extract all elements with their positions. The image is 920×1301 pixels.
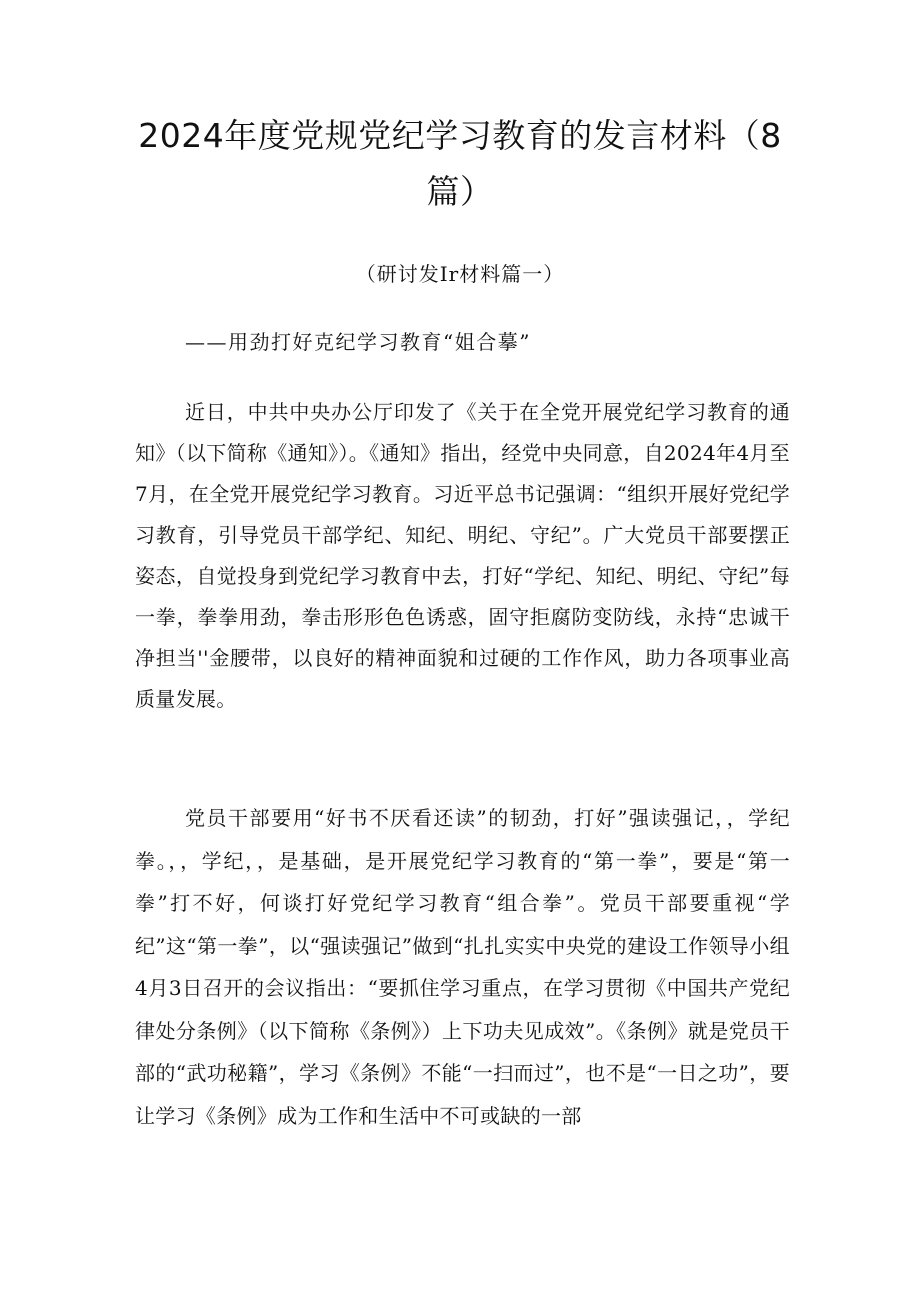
document-tagline: ——用劲打好克纪学习教育“姐合摹” — [185, 330, 531, 354]
document-subtitle: （研讨发Ir材料篇一） — [355, 262, 565, 286]
body-paragraph-2: 党员干部要用“好书不厌看还读”的韧劲，打好”强读强记，，学纪拳。，，学纪，，是基础，是开展党纪学习教育的“第一拳”，要是“第一拳”打不好，何谈打好党纪学习教育“组合拳”。党员干部要重视“学纪”这“第一拳”，以“强读强记”做到“扎扎实实中央党的建设工作领导小组4月3日召开的会议指出：“要抓住学习重点，在学习贯彻《中国共产党纪律处分条例》（以下简称《条例》）上下功夫见成效”。《条例》就是党员干部的“武功秘籍”，学习《条例》不能“一扫而过”，也不是“一日之功”，要让学习《条例》成为工作和生活中不可或缺的一部 — [135, 806, 790, 1128]
body-paragraph-1: 近日，中共中央办公厅印发了《关于在全党开展党纪学习教育的通知》（以下简称《通知》）。《通知》指出，经党中央同意，自2024年4月至7月，在全党开展党纪学习教育。习近平总书记强调：“组织开展好党纪学习教育，引导党员干部学纪、知纪、明纪、守纪”。广大党员干部要摆正姿态，自觉投身到党纪学习教育中去，打好“学纪、知纪、明纪、守纪”每一拳，拳拳用劲，拳击形形色色诱惑，固守拒腐防变防线，永持“忠诚干净担当''金腰带，以良好的精神面貌和过硬的工作作风，助力各项事业高质量发展。 — [135, 400, 790, 711]
document-title: 2024年度党规党纪学习教育的发言材料（8篇） — [138, 116, 782, 211]
